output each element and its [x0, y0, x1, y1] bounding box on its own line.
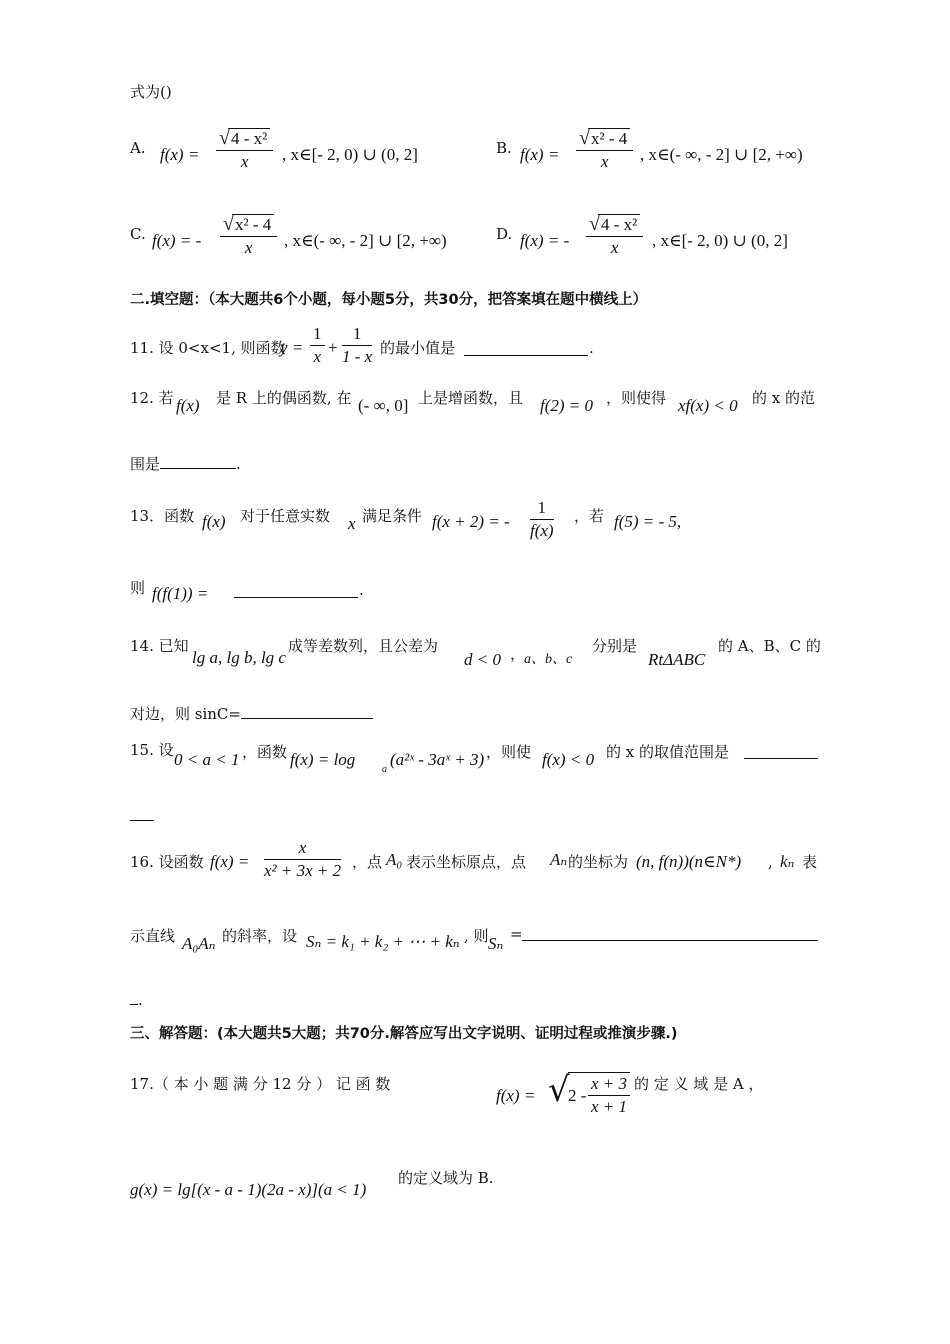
- q14-abc: a、b、c: [524, 652, 573, 667]
- q15-cond: 0 < a < 1: [174, 750, 240, 769]
- question-12: [130, 386, 830, 416]
- q12-end: .: [236, 455, 241, 473]
- question-17: [130, 1066, 830, 1124]
- q13-val: f(5) = - 5,: [614, 512, 682, 531]
- q11-text: 11. 设 0<x<1, 则函数: [130, 339, 286, 357]
- q11-f1-den: x: [313, 347, 322, 366]
- option-c-label: C.: [130, 225, 146, 243]
- q16-coord: (n, f(n))(n∈N*): [636, 852, 742, 871]
- q17-a: 17.（ 本 小 题 满 分 12 分 ） 记 函 数: [130, 1075, 391, 1093]
- q16-end: .: [138, 991, 143, 1009]
- q17-f-num: x + 3: [588, 1074, 630, 1096]
- q15-func: f(x) = log: [290, 750, 356, 769]
- q13-end: .: [359, 581, 364, 599]
- option-a-numerator: 4 - x²: [228, 128, 270, 149]
- option-d-fraction: $\frac{\text{√4 - x²}}{x}$: [586, 214, 643, 258]
- q16-line: A₀Aₙ: [182, 934, 216, 953]
- q13-a: 13．函数: [130, 507, 195, 525]
- q16-f-num: x: [264, 838, 341, 860]
- q16-a: 16. 设函数: [130, 853, 204, 871]
- q12-c: 上是增函数，且: [418, 389, 524, 407]
- q15-c: ，则使: [486, 743, 532, 761]
- q12-interval: (- ∞, 0]: [358, 396, 409, 415]
- q11-end: .: [589, 339, 594, 357]
- q16-line2a: 示直线: [130, 927, 176, 945]
- q16-b: ，点: [352, 853, 383, 871]
- q12-answer-blank: [160, 454, 236, 469]
- section-3-heading: 三、解答题：(本大题共5大题；共70分.解答应写出文字说明、证明过程或推演步骤.): [130, 1026, 678, 1042]
- q16-A0: A₀: [386, 850, 403, 869]
- q14-tri: RtΔABC: [648, 650, 706, 669]
- q14-logs: lg a, lg b, lg c: [192, 648, 286, 667]
- q14-line2-text: 对边，则 sinC=: [130, 705, 241, 723]
- q16-f-den: x² + 3x + 2: [264, 861, 342, 880]
- q13-d: ，若: [574, 507, 605, 525]
- option-c-domain: , x∈(- ∞, - 2] ∪ [2, +∞): [284, 231, 447, 250]
- option-b-func: f(x) =: [520, 145, 560, 164]
- q11-fraction-1: [310, 324, 325, 367]
- q11-plus: +: [328, 338, 338, 357]
- option-c-numerator: x² - 4: [232, 214, 274, 235]
- option-d-denominator: x: [610, 238, 619, 257]
- q14-c: ，: [510, 645, 526, 663]
- q16-line-2: [130, 924, 830, 958]
- q16-line2c: , 则: [464, 927, 489, 945]
- q16-line-3: [130, 990, 143, 1010]
- q17-inner: 2 -: [568, 1086, 587, 1105]
- q11-post: 的最小值是: [380, 339, 456, 357]
- q15-d: 的 x 的取值范围是: [606, 743, 729, 761]
- q16-An: Aₙ: [550, 850, 568, 869]
- q12-d: ，则使得: [606, 389, 667, 407]
- section-2-heading: 二.填空题：（本大题共6个小题，每小题5分，共30分，把答案填在题中横线上）: [130, 292, 648, 308]
- q12-fx: f(x): [176, 396, 200, 415]
- q17-g: g(x) = lg[(x - a - 1)(2a - x)](a < 1): [130, 1180, 367, 1199]
- q13-line2a: 则: [130, 579, 146, 597]
- q15-answer-blank: [744, 742, 818, 759]
- q13-fraction: [530, 498, 554, 541]
- q16-d: 的坐标为: [568, 853, 629, 871]
- q11-fraction-2: [342, 324, 372, 367]
- q12-cond: f(2) = 0: [540, 396, 594, 415]
- q16-line2b: 的斜率，设: [222, 927, 298, 945]
- option-a-func: f(x) =: [160, 145, 200, 164]
- q12-b: 是 R 上的偶函数, 在: [216, 389, 352, 407]
- q16-sum: Sₙ = k₁ + k₂ + ⋯ + kₙ: [306, 932, 460, 951]
- option-a-fraction: $\frac{\text{√4 - x²}}{x}$: [216, 128, 273, 172]
- q14-line-2: [130, 704, 373, 724]
- option-c-denominator: x: [244, 238, 253, 257]
- q13-x: x: [348, 514, 356, 533]
- q13-c: 满足条件: [362, 507, 423, 525]
- option-b-label: B.: [496, 139, 512, 157]
- q16-c: 表示坐标原点，点: [406, 853, 527, 871]
- option-a-denominator: x: [240, 152, 249, 171]
- q11-f1-num: 1: [310, 324, 325, 346]
- q12-line2-text: 围是: [130, 455, 161, 473]
- q15-base: a: [382, 764, 387, 775]
- option-c-fraction: $\frac{\text{√x² - 4}}{x}$: [220, 214, 277, 258]
- option-b-fraction: $\frac{\text{√x² - 4}}{x}$: [576, 128, 633, 172]
- q16-e: ,: [768, 853, 773, 871]
- q16-blank-continued: [130, 990, 138, 1005]
- question-16: [130, 838, 830, 888]
- q13-answer-blank: [234, 580, 358, 598]
- q12-line-2: [130, 454, 241, 474]
- question-13: [130, 498, 830, 548]
- q17-func: f(x) =: [496, 1086, 536, 1105]
- q15-b: ，函数: [242, 743, 288, 761]
- question-11: [130, 322, 830, 372]
- q17-f-den: x + 1: [591, 1097, 628, 1116]
- q17-line-2: [130, 1166, 830, 1199]
- q17-fraction: [588, 1074, 630, 1117]
- q14-f: 的 A、B、C 的: [718, 637, 821, 655]
- option-c-func: f(x) = -: [152, 231, 202, 250]
- q10-tail: 式为(): [130, 83, 172, 101]
- q11-f2-den: 1 - x: [342, 347, 373, 366]
- option-b-denominator: x: [600, 152, 609, 171]
- option-d-func: f(x) = -: [520, 231, 570, 250]
- option-a-label: A.: [130, 139, 146, 157]
- option-a-domain: , x∈[- 2, 0) ∪ (0, 2]: [282, 145, 418, 164]
- q11-y: y =: [280, 338, 304, 357]
- q13-fx: f(x): [202, 512, 226, 531]
- q15-arg: (a²ˣ - 3aˣ + 3): [390, 750, 485, 769]
- option-d-label: D.: [496, 225, 513, 243]
- q14-e: 分别是: [592, 637, 638, 655]
- q14-answer-blank: [241, 704, 373, 719]
- q13-b: 对于任意实数: [240, 507, 331, 525]
- q17-c: 的定义域为 B.: [398, 1169, 494, 1187]
- q16-answer-blank: [522, 926, 818, 941]
- q11-f2-num: 1: [342, 324, 372, 346]
- option-b-numerator: x² - 4: [588, 128, 630, 149]
- q16-func: f(x) =: [210, 852, 250, 871]
- q13-f-den: f(x): [530, 521, 554, 540]
- q14-a: 14. 已知: [130, 637, 189, 655]
- option-d-numerator: 4 - x²: [598, 214, 640, 235]
- q14-b: 成等差数列，且公差为: [288, 637, 439, 655]
- q15-blank-continued: [130, 806, 154, 821]
- q14-d: d < 0: [464, 650, 501, 669]
- option-d-domain: , x∈[- 2, 0) ∪ (0, 2]: [652, 231, 788, 250]
- question-15: [130, 740, 830, 776]
- q13-f-num: 1: [530, 498, 554, 520]
- q16-kn: kₙ: [780, 852, 795, 871]
- q16-fraction: [264, 838, 341, 881]
- q15-a: 15. 设: [130, 741, 174, 759]
- q12-ineq: xf(x) < 0: [678, 396, 738, 415]
- question-14: [130, 634, 830, 670]
- q16-f: 表: [802, 853, 818, 871]
- q16-Sn: Sₙ: [488, 934, 504, 953]
- q12-a: 12. 若: [130, 389, 174, 407]
- q13-expr: f(f(1)) =: [152, 584, 209, 603]
- q11-answer-blank: [464, 338, 588, 356]
- q12-e: 的 x 的范: [752, 389, 815, 407]
- q13-cond: f(x + 2) = -: [432, 512, 510, 531]
- q17-radical: √: [548, 1070, 570, 1110]
- q17-b: 的 定 义 域 是 A ，: [634, 1075, 764, 1093]
- option-b-domain: , x∈(- ∞, - 2] ∪ [2, +∞): [640, 145, 803, 164]
- q16-eq: =: [510, 925, 523, 943]
- q13-line-2: [130, 578, 530, 606]
- q15-ineq: f(x) < 0: [542, 750, 595, 769]
